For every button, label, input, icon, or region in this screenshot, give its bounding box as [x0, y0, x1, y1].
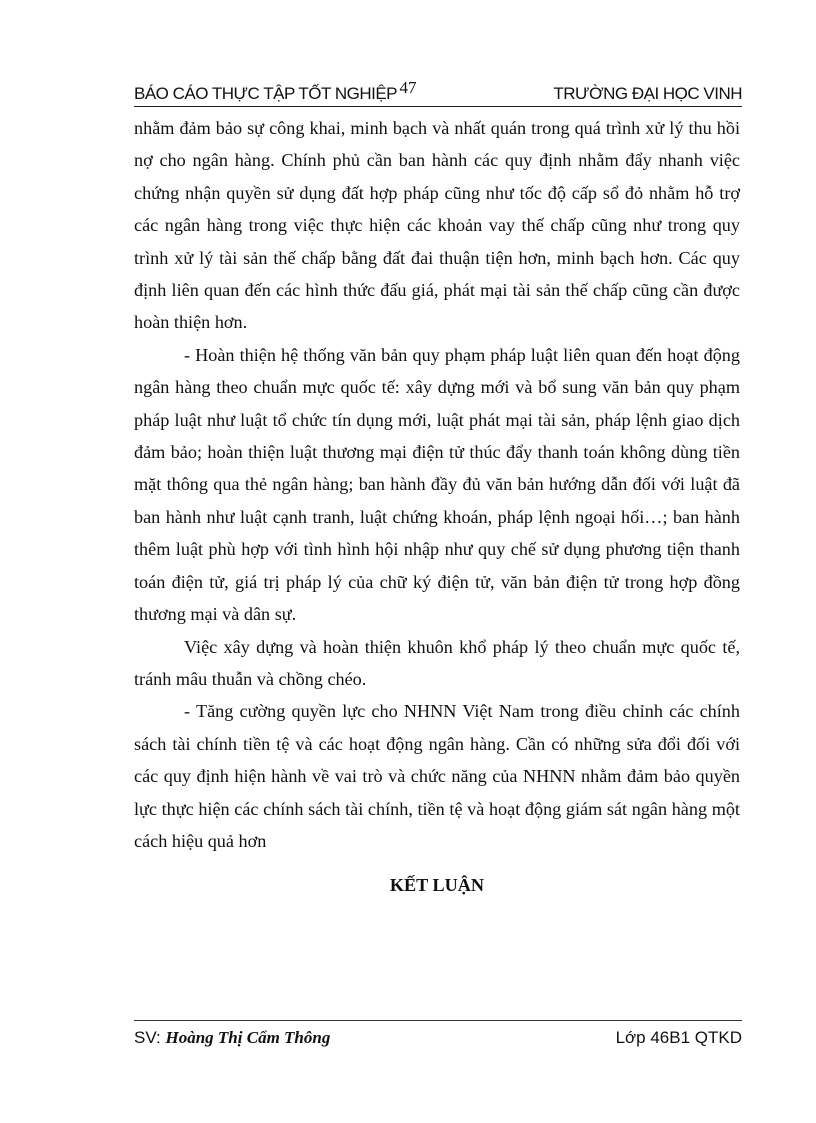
footer-student-prefix: SV:: [134, 1028, 166, 1047]
footer-rule: [134, 1020, 742, 1021]
footer-class: Lớp 46B1 QTKD: [615, 1028, 742, 1047]
document-body: [134, 112, 740, 902]
footer-student: [134, 1028, 330, 1048]
header-report-title: BÁO CÁO THỰC TẬP TỐT NGHIỆP: [134, 84, 398, 103]
header-university: TRƯỜNG ĐẠI HỌC VINH: [553, 84, 742, 103]
page-number: 47: [399, 78, 417, 97]
page-footer: [134, 1020, 742, 1050]
page-header: [134, 84, 742, 110]
paragraph-legal-framework: Việc xây dựng và hoàn thiện khuôn khổ pháp lý theo chuẩn mực quốc tế, tránh mâu thuẫn và chồng chéo.: [134, 636, 740, 689]
paragraph-legal-system: - Hoàn thiện hệ thống văn bản quy phạm pháp luật liên quan đến hoạt động ngân hàng theo chuẩn mực quốc tế: xây dựng mới và bổ sung văn bản quy phạm pháp luật như luật tổ chức tín dụng mới, luật phát mại tài sản, pháp lệnh giao dịch đảm bảo; hoàn thiện luật thương mại điện tử thúc đẩy thanh toán không dùng tiền mặt thông qua thẻ ngân hàng; ban hành đầy đủ văn bản hướng dẫn đối với luật đã ban hành như luật cạnh tranh, luật chứng khoán, pháp lệnh ngoại hối…; ban hành thêm luật phù hợp với tình hình hội nhập như quy chế sử dụng phương tiện thanh toán điện tử, giá trị pháp lý của chữ ký điện tử, văn bản điện tử trong hợp đồng thương mại và dân sự.: [134, 344, 740, 625]
header-rule: [134, 106, 742, 107]
conclusion-heading: KẾT LUẬN: [389, 875, 485, 896]
paragraph-continuation: nhằm đảm bảo sự công khai, minh bạch và nhất quán trong quá trình xử lý thu hồi nợ cho ngân hàng. Chính phủ cần ban hành các quy định nhằm đẩy nhanh việc chứng nhận quyền sử dụng đất hợp pháp cũng như tốc độ cấp sổ đỏ nhằm hỗ trợ các ngân hàng trong việc thực hiện các khoản vay thế chấp cũng như trong quy trình xử lý tài sản thế chấp bằng đất đai thuận tiện hơn, minh bạch hơn. Các quy định liên quan đến các hình thức đấu giá, phát mại tài sản thế chấp cũng cần được hoàn thiện hơn.: [134, 118, 740, 333]
footer-student-name: Hoàng Thị Cẩm Thông: [165, 1028, 331, 1047]
paragraph-sbv-power: - Tăng cường quyền lực cho NHNN Việt Nam trong điều chỉnh các chính sách tài chính tiền tệ và các hoạt động ngân hàng. Cần có những sửa đổi đối với các quy định hiện hành về vai trò và chức năng của NHNN nhằm đảm bảo quyền lực thực hiện các chính sách tài chính, tiền tệ và hoạt động giám sát ngân hàng một cách hiệu quả hơn: [134, 701, 740, 851]
